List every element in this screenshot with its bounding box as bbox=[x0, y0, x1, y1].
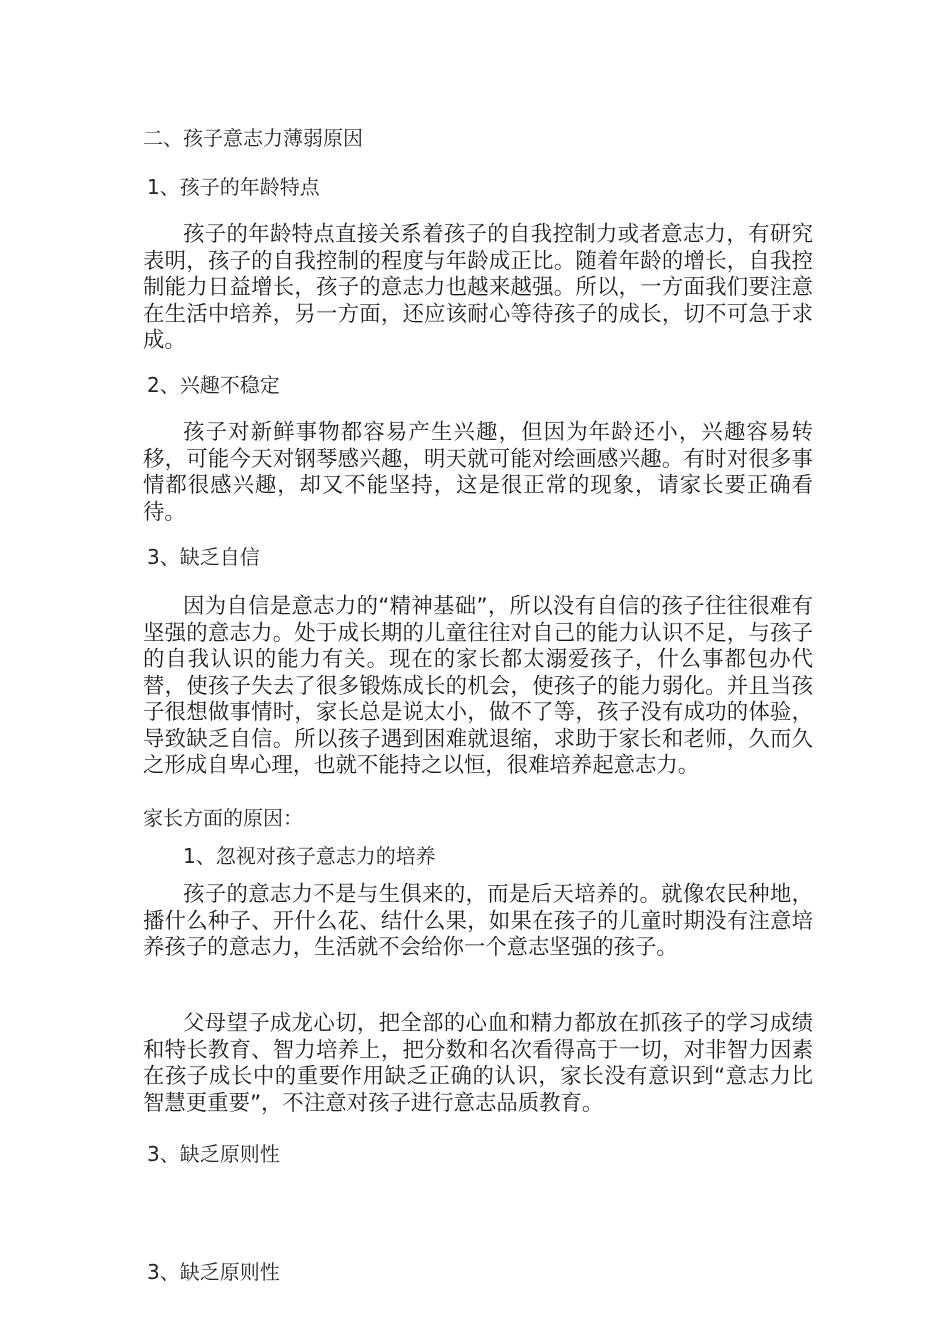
item-paragraph-2: 孩子对新鲜事物都容易产生兴趣，但因为年龄还小，兴趣容易转移，可能今天对钢琴感兴趣，明天就可能对绘画感兴趣。有时对很多事情都很感兴趣，却又不能坚持，这是很正常的现象，请家长要正确看待。 bbox=[143, 420, 813, 525]
parent-paragraph-2: 父母望子成龙心切，把全部的心血和精力都放在抓孩子的学习成绩和特长教育、智力培养上，把分数和名次看得高于一切，对非智力因素在孩子成长中的重要作用缺乏正确的认识，家长没有意识到“意志力比智慧更重要”，不注意对孩子进行意志品质教育。 bbox=[143, 1011, 813, 1116]
item-paragraph-1: 孩子的年龄特点直接关系着孩子的自我控制力或者意志力，有研究表明，孩子的自我控制的程度与年龄成正比。随着年龄的增长，自我控制能力日益增长，孩子的意志力也越来越强。所以，一方面我们要注意在生活中培养，另一方面，还应该耐心等待孩子的成长，切不可急于求成。 bbox=[143, 222, 813, 353]
item-paragraph-3: 因为自信是意志力的“精神基础”，所以没有自信的孩子往往很难有坚强的意志力。处于成长期的儿童往往对自己的能力认识不足，与孩子的自我认识的能力有关。现在的家长都太溺爱孩子，什么事都包办代替，使孩子失去了很多锻炼成长的机会，使孩子的能力弱化。并且当孩子很想做事情时，家长总是说太小，做不了等，孩子没有成功的体验，导致缺乏自信。所以孩子遇到困难就退缩，求助于家长和老师，久而久之形成自卑心理，也就不能持之以恒，很难培养起意志力。 bbox=[143, 594, 813, 778]
item-heading-4: 3、缺乏原则性 bbox=[147, 1142, 280, 1166]
item-heading-1: 1、孩子的年龄特点 bbox=[147, 175, 320, 199]
parent-paragraph-1: 孩子的意志力不是与生俱来的，而是后天培养的。就像农民种地，播什么种子、开什么花、结什么果，如果在孩子的儿童时期没有注意培养孩子的意志力，生活就不会给你一个意志坚强的孩子。 bbox=[143, 882, 813, 960]
item-heading-3: 3、缺乏自信 bbox=[147, 545, 260, 569]
item-heading-5: 3、缺乏原则性 bbox=[147, 1260, 280, 1284]
parent-subheading: 1、忽视对孩子意志力的培养 bbox=[183, 844, 436, 868]
parent-heading: 家长方面的原因： bbox=[143, 806, 303, 830]
section-title: 二、孩子意志力薄弱原因 bbox=[143, 126, 363, 150]
item-heading-2: 2、兴趣不稳定 bbox=[147, 373, 280, 397]
